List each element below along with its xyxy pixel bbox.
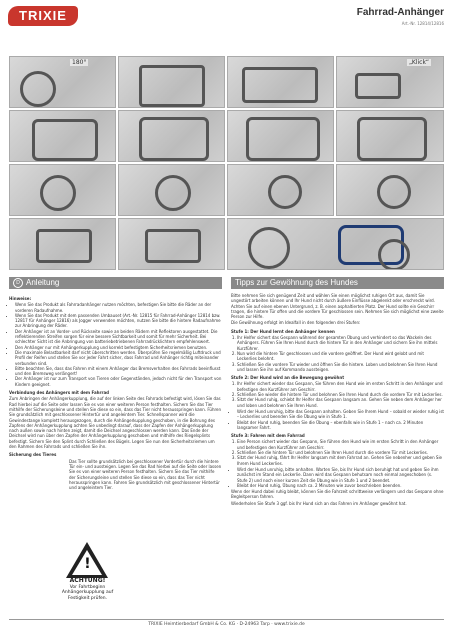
brand-logo: TRIXIE [8,6,78,26]
verbindung-heading: Verbindung des Anhängers mit dem Fahrrad [9,390,110,396]
strap-shape [36,229,92,263]
verbindung-text: Zum Anbringen der Anhängerkupplung, die auf der linken Seite des Fahrrads befestigt wird, lösen Sie das Rad hierbei auf die Seite oder lassen Sie es von einer weiteren Person festhalten. Sichern Sie das Tier mithilfe der Sicherungsleine und stellen Sie diese so ein, dass das Tier nicht herausspringen kann. Führen Sie grundsätzlich mit geschlossener Hintertür und angeleintem Tier. Schnellspanner wird die Gewindestange komplett herausgezogen, durch die Anhängerkupplung geschoben, in die Bohrung des Zapfens der Anhängerkupplung achten Sie unbedingt darauf, dass der Zapfen der Anhängerkupplung nach außen sowie nach hinten zeigt, damit die Deichsel angeschlossen werden kann. Das Ende der Deichsel wird nun über den Zapfen der Anhängerkupplung geschoben und mithilfe des Riegelsplints befestigt. Sichern Sie den Splint durch Schließen des Bügels. Legen Sie nun den Sicherheitsriemen um den Rahmen des Fahrrads und schließen Sie ihn. [9,396,222,450]
right-column [231,293,444,507]
warning-title: ACHTUNG! [69,577,106,584]
frame-shape [242,67,318,103]
page-title: Fahrrad-Anhänger [356,7,444,18]
list-item: • Der Anhänger ist nur zum Transport von Tieren oder Gegenständen, jedoch nicht für den Transport von Kindern geeignet. [15,376,222,387]
photo-8 [336,110,444,162]
photo-5 [9,110,116,162]
list-item: • Bitte beachten Sie, dass das Fahren mit einem Anhänger das Bremsverhalten des Fahrrads beeinflusst und den Bremsweg verlängert! [15,366,222,377]
photo-15 [227,218,444,270]
warning-text-block [60,578,115,601]
photo-11 [227,164,334,216]
photo-13 [9,218,116,270]
rotation-label: 180° [72,59,87,66]
hinweise-list [9,302,222,387]
section-header-anleitung [9,277,222,289]
photo-1 [9,56,116,108]
trailer-shape [357,117,427,161]
hitch-shape [155,175,191,211]
warning-box [60,542,115,604]
trailer-shape [32,119,98,161]
stufe1-list [231,335,444,372]
sicherung-heading: Sicherung des Tieres [9,452,57,458]
bike-wheel-shape [248,227,290,269]
stufe2-bullets [231,409,444,430]
section-title: Anleitung [26,278,60,287]
stufe3-heading: Stufe 3: Fahren mit dem Fahrrad [231,433,305,439]
list-item: 2. Nun wird die hintere Tür geschlossen und die vordere geöffnet. Der Hund wird gelobt und mit Leckerlies belohnt. [237,351,444,362]
outro-text-2: Wiederholen Sie Stufe 3 ggf. bis Ihr Hund sich an das Fahren im Anhänger gewöhnt hat. [231,500,407,506]
list-item: • Bleibt der Hund ruhig, beenden Sie die Übung – ebenfalls wie in Stufe 1 – nach ca. 2 Minuten langsamer Fahrt. [237,420,444,431]
intro-text: Bitte nehmen Sie sich genügend Zeit und wählen Sie einen möglichst ruhigen Ort aus, damit Sie ungestört arbeiten können und Ihr Hund nicht durch äußere Einflüsse abgelenkt oder erschreckt wird. Achten Sie auf einen ebenen Untergrund, z. B. einen asphaltierten Platz. Der Hund sollte ein Geschirr tragen, die hintere Tür offen und die vordere Tür geschlossen sein. Nehmen Sie sich möglichst eine zweite Person zur Hilfe. [231,293,444,320]
stufe1-heading: Stufe 1: Der Hund lernt den Anhänger kennen [231,328,335,334]
list-item: 3. Sitzt der Hund ruhig, fährt Ihr Helfer langsam mit dem Fahrrad an. Gehen Sie nebenher und geben Sie Ihrem Hund Leckerlies. [237,455,444,466]
trailer-shape [246,117,320,161]
stufe2-list [231,381,444,407]
language-badge: D [13,278,23,288]
hitch-shape [40,175,76,211]
photo-10 [118,164,225,216]
sicherung-text: Das Tier sollte grundsätzlich bei geschlossener Vordertür durch die hintere Tür ein- und aussteigen. Legen Sie das Rad hierbei auf die Seite oder lassen Sie es von einer weiteren Person festhalten. Sichern Sie das Tier mithilfe der Sicherungsleine und stellen Sie diese so ein, dass das Tier nicht herausspringen kann. Fahren Sie grundsätzlich mit geschlossener Hintertür und angeleintem Tier. [69,458,222,491]
list-item: • Die maximale Belastbarkeit darf nicht überschritten werden. Überprüfen Sie regelmäßig Luftdruck und Profil der Reifen und stellen Sie vor jeder Fahrt sicher, dass Fahrrad und Anhänger richtig miteinander verbunden sind. [15,350,222,366]
article-number: Art.-Nr. 12814/12816 [401,21,444,26]
list-item: 2. Schließen Sie die hintere Tür und belohnen Sie Ihren Hund durch die vordere Tür mit Leckerlies. [237,450,444,455]
frame-shape [139,65,205,107]
warning-text: Vor Fahrtbeginn Anhängerkupplung auf Festigkeit prüfen. [61,584,114,601]
trailer-wheel-shape [378,239,410,270]
handle-shape [355,73,401,99]
photo-2 [118,56,225,108]
exclamation-icon: ! [84,556,91,572]
strap-shape [145,229,201,263]
photo-9 [9,164,116,216]
list-item: 1. Ihr Helfer sichert wieder das Gespann, Sie führen den Hund wie im ersten Schritt in den Anhänger und befestigen den Kurzführer am Geschirr. [237,381,444,392]
photo-4 [336,56,444,108]
list-item: 3. Schließen Sie die vordere Tür wieder und öffnen Sie die hintere. Loben und belohnen Sie Ihren Hund und lassen Sie ihn auf Kommando aussteigen. [237,362,444,373]
click-label: „Klick“ [409,59,430,66]
photo-6 [118,110,225,162]
hitch-shape [377,175,411,209]
stufe3-list [231,439,444,465]
list-item: 1. Eine Person sichert wieder das Gespann, Sie führen den Hund wie im ersten Schritt in den Anhänger und befestigen den Kurzführer am Geschirr. [237,439,444,450]
stufe3-bullets [231,467,444,488]
hitch-shape [268,175,302,209]
list-item: • Der Anhänger ist an Vorder- und Rückseite sowie an beiden Rädern mit Reflektoren ausgestattet. Die reflektierenden Streifen sorgen für eine bessere Sichtbarkeit und somit für mehr Sicherheit. Bei schlechter Sicht ist die Anbringung von batteriebetriebenen Fahrradrücklichtern empfehlenswert. [15,329,222,345]
outro-text: Wenn der Hund dabei ruhig bleibt, können Sie die Fahrzeit schrittweise verlängern und das Gespann ohne Begleitperson fahren. [231,489,444,500]
list-item: 1. Ihr Helfer sichert das Gespann während der gesamten Übung und verhindert so das Wackeln des Anhängers. Führen Sie Ihren Hund durch die hintere Tür in den Anhänger und sichern Sie ihn mittels Kurzführer. [237,335,444,351]
list-item: • Wenn Sie das Produkt mit dem passenden Umbauset (Art.-Nr. 12815 für Fahrrad-Anhänger 12814 bzw. 12817 für Anhänger 12816) als Jogger verwenden möchten, nutzen Sie bitte die hintere Radaufnahme zur Anbringung der Räder. [15,313,222,329]
list-item: • Wird der Hund unruhig, bitte anhalten. Warten Sie, bis Ihr Hund sich beruhigt hat und geben Sie ihm zunächst im Stand ein Leckerlie. Dann wird das Gespann behutsam noch einmal angeschoben (s. Stufe 2) und noch einer kurzen Zeit die Übung wie in Stufe 1 und 2 beendet. [237,467,444,483]
hinweise-heading: Hinweise: [9,296,32,301]
trailer-shape [139,117,209,161]
wheel-shape [20,71,56,107]
list-item: • Bleibt der Hund ruhig, Übung nach ca. 2 Minuten wie zuvor beschrieben beenden. [237,483,444,488]
section-title: Tipps zur Gewöhnung des Hundes [235,278,358,287]
intro-text-2: Die Gewöhnung erfolgt im Idealfall in den folgenden drei Stufen: [231,320,361,326]
stufe2-heading: Stufe 2: Der Hund wird an die Bewegung gewöhnt [231,375,345,381]
left-column [9,293,222,491]
photo-7 [227,110,334,162]
footer-divider [9,619,444,620]
list-item: • Den Anhänger nur mit Anhängerkupplung und korrekt befestigtem Sicherheitsriemen benutzen. [15,345,222,350]
photo-14 [118,218,225,270]
list-item: 3. Sitzt der Hund ruhig, schiebt Ihr Helfer das Gespann langsam an. Gehen Sie neben dem Anhänger her und loben und belohnen Sie Ihren Hund. [237,397,444,408]
list-item: 2. Schließen Sie wieder die hintere Tür und belohnen Sie Ihren Hund durch die vordere Tür mit Leckerlies. [237,392,444,397]
list-item: • Wird der Hund unruhig, bitte das Gespann anhalten. Geben Sie Ihrem Hund – sobald er wieder ruhig ist – Leckerlies und beenden Sie die Übung wie in Stufe 1. [237,409,444,420]
photo-12 [336,164,444,216]
section-header-tipps [231,277,444,289]
list-item: • Wenn Sie das Produkt als Fahrradanhänger nutzen möchten, befestigen Sie bitte die Räder an der vorderen Radaufnahme. [15,302,222,313]
photo-3 [227,56,334,108]
footer-text: TRIXIE Heimtierbedarf GmbH & Co. KG · D-24963 Tarp · www.trixie.de [148,622,305,627]
